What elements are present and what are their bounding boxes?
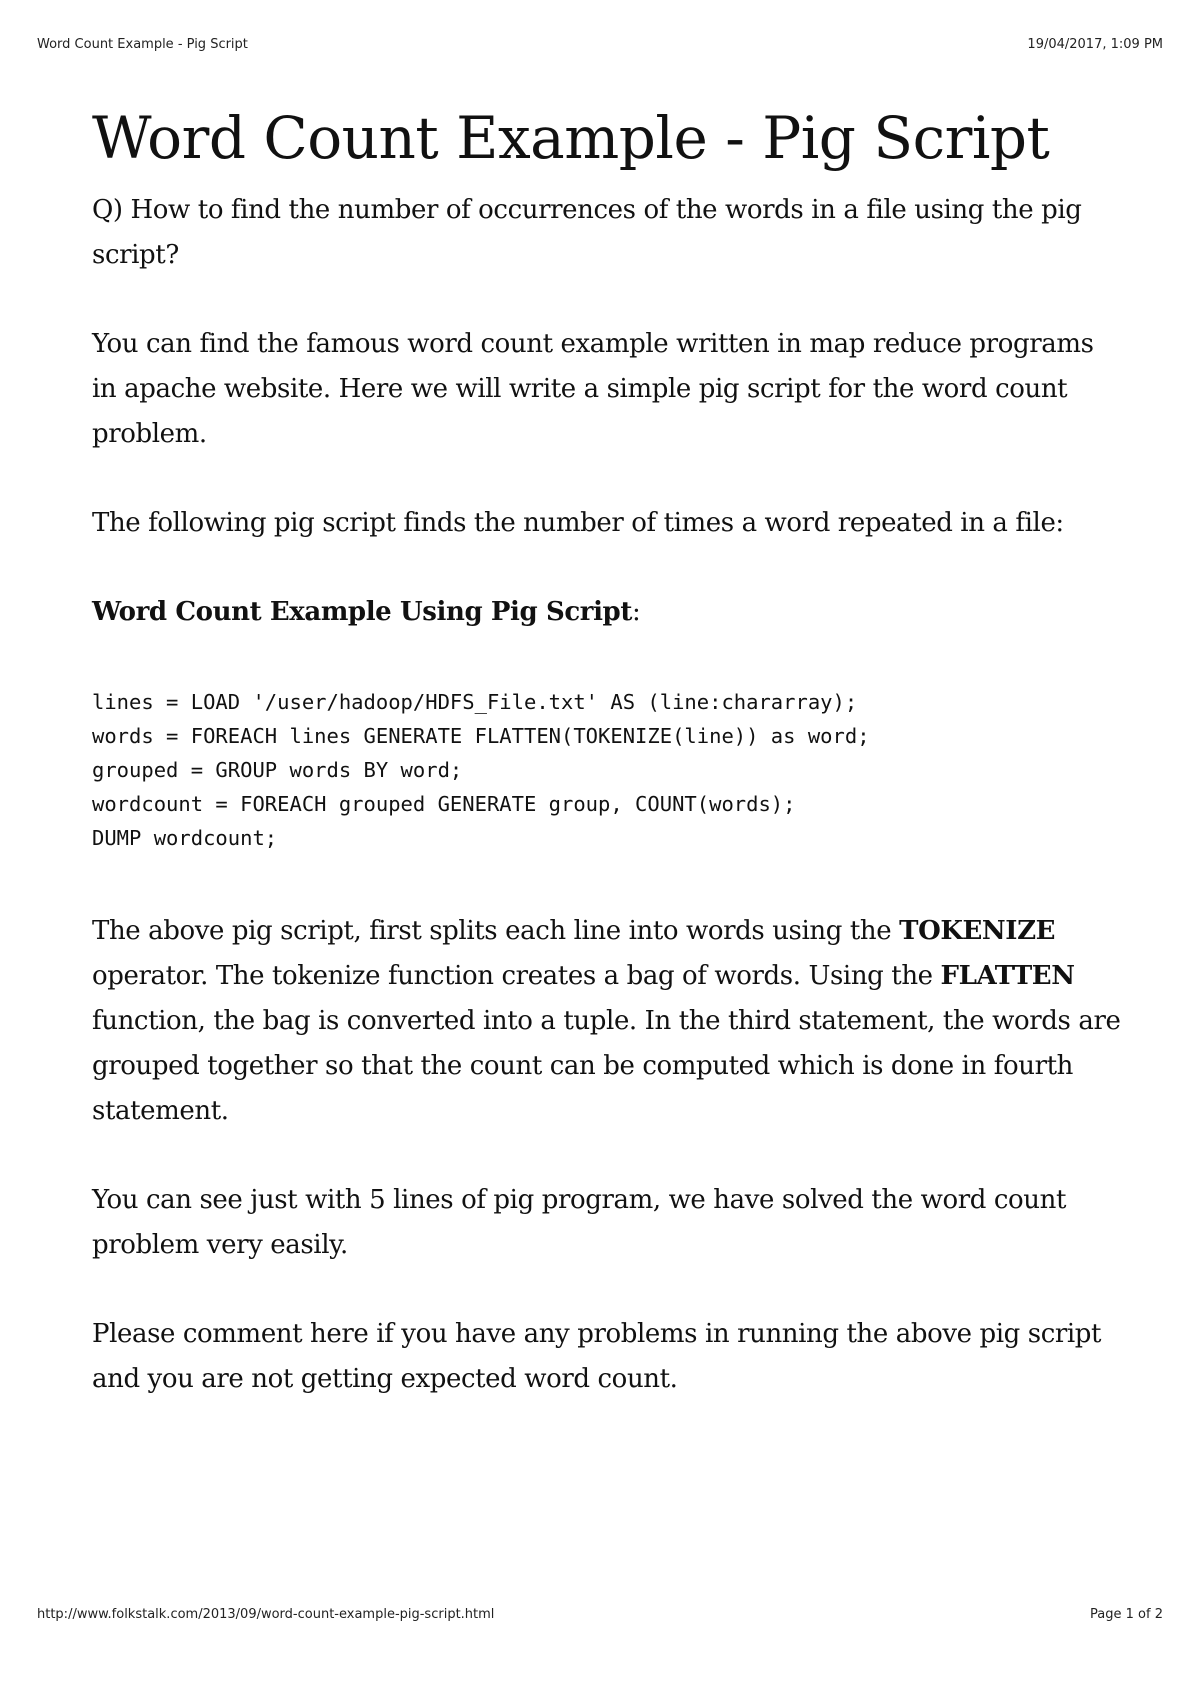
code-line: words = FOREACH lines GENERATE FLATTEN(TOKENIZE(line)) as word; bbox=[92, 724, 870, 748]
print-header bbox=[37, 34, 1163, 54]
summary-paragraph: You can see just with 5 lines of pig program, we have solved the word count problem very easily. bbox=[92, 1185, 1067, 1260]
article bbox=[92, 96, 1122, 1402]
intro-paragraph: You can find the famous word count example written in map reduce programs in apache website. Here we will write a simple pig script for the word count problem. bbox=[92, 329, 1094, 449]
section-heading-suffix: : bbox=[631, 597, 641, 627]
question-paragraph: Q) How to find the number of occurrences of the words in a file using the pig script? bbox=[92, 195, 1082, 270]
explanation-part-2: operator. The tokenize function creates a bag of words. Using the bbox=[92, 961, 941, 991]
code-line: wordcount = FOREACH grouped GENERATE group, COUNT(words); bbox=[92, 792, 796, 816]
explanation-paragraph bbox=[92, 909, 1122, 1134]
keyword-tokenize: TOKENIZE bbox=[899, 916, 1056, 946]
keyword-flatten: FLATTEN bbox=[940, 961, 1075, 991]
code-line: grouped = GROUP words BY word; bbox=[92, 758, 463, 782]
explanation-part-1: The above pig script, first splits each line into words using the bbox=[92, 916, 900, 946]
code-block bbox=[92, 685, 1122, 855]
section-heading bbox=[92, 590, 1122, 635]
footer-url: http://www.folkstalk.com/2013/09/word-count-example-pig-script.html bbox=[37, 1606, 495, 1622]
section-heading-text: Word Count Example Using Pig Script bbox=[92, 597, 632, 627]
code-line: DUMP wordcount; bbox=[92, 826, 278, 850]
print-header-title: Word Count Example - Pig Script bbox=[37, 36, 248, 52]
explanation-part-3: function, the bag is converted into a tuple. In the third statement, the words are grouped together so that the count can be computed which is done in fourth statement. bbox=[92, 1006, 1121, 1126]
page-title: Word Count Example - Pig Script bbox=[92, 104, 1050, 172]
page-number: Page 1 of 2 bbox=[1090, 1606, 1163, 1622]
print-footer bbox=[37, 1604, 1163, 1624]
code-line: lines = LOAD '/user/hadoop/HDFS_File.txt' AS (line:chararray); bbox=[92, 690, 858, 714]
description-paragraph: The following pig script finds the number of times a word repeated in a file: bbox=[92, 508, 1064, 538]
comment-request-paragraph: Please comment here if you have any problems in running the above pig script and you are not getting expected word count. bbox=[92, 1319, 1102, 1394]
print-header-datetime: 19/04/2017, 1:09 PM bbox=[1027, 36, 1163, 52]
